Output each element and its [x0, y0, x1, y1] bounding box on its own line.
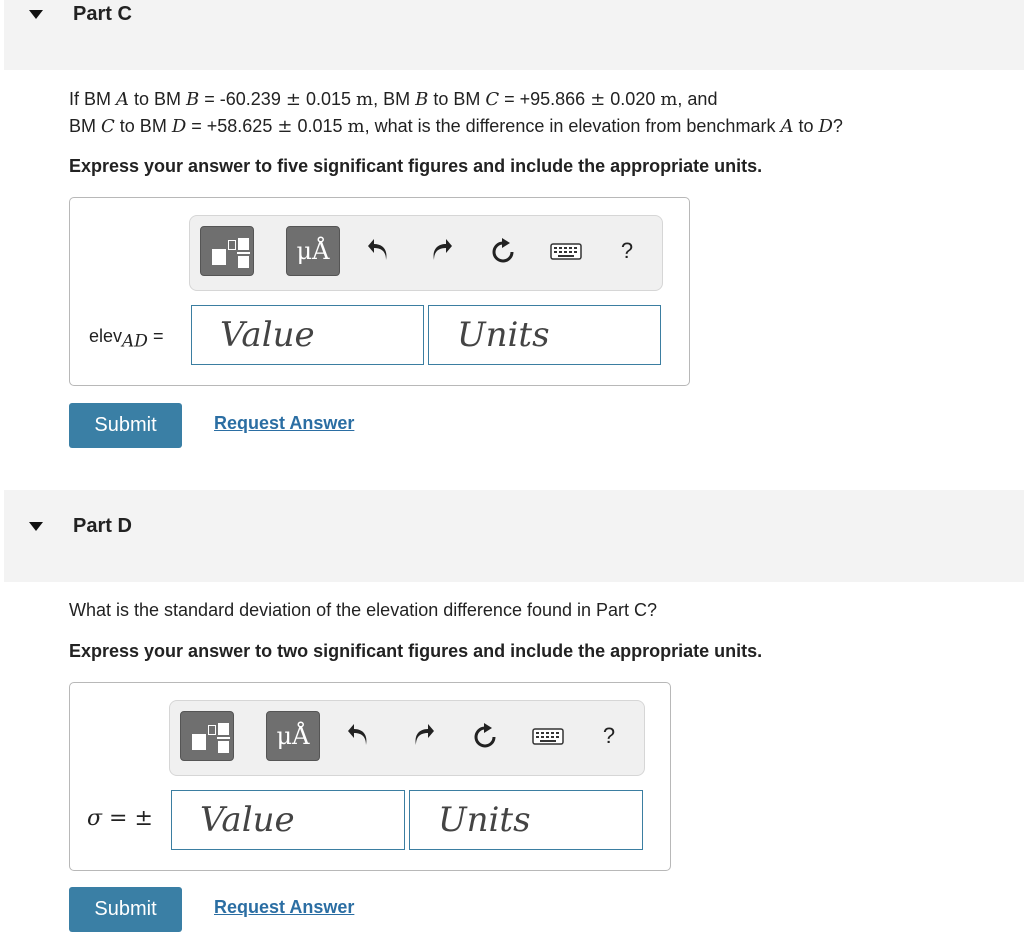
help-icon[interactable]: ? [620, 238, 634, 263]
part-c-instruction: Express your answer to five significant figures and include the appropriate units. [69, 156, 763, 176]
units-input[interactable] [410, 791, 642, 849]
part-c-header[interactable] [4, 0, 1024, 70]
keyboard-icon[interactable] [550, 238, 582, 264]
part-d-answer-box [69, 682, 671, 871]
redo-icon[interactable] [428, 238, 454, 264]
value-field[interactable] [171, 790, 405, 850]
units-input[interactable] [429, 306, 660, 364]
request-answer-link[interactable]: Request Answer [214, 897, 355, 917]
sigma-label: σ = ± [87, 806, 153, 831]
question-line-2: BM C to BM D = +58.625 ± 0.015 m, what is the difference in elevation from benchmark A to D? [69, 116, 843, 137]
templates-button[interactable] [200, 226, 254, 276]
part-d-question: What is the standard deviation of the elevation difference found in Part C? [69, 600, 658, 620]
units-field[interactable] [428, 305, 661, 365]
units-button[interactable]: μÅ [286, 226, 340, 276]
value-field[interactable] [191, 305, 424, 365]
caret-down-icon[interactable] [29, 10, 43, 19]
keyboard-icon[interactable] [532, 723, 564, 749]
units-field[interactable] [409, 790, 643, 850]
part-d-header[interactable] [4, 490, 1024, 582]
units-button[interactable]: μÅ [266, 711, 320, 761]
reset-icon[interactable] [472, 723, 498, 749]
submit-button[interactable]: Submit [69, 403, 182, 448]
part-c-question [69, 86, 843, 140]
undo-icon[interactable] [366, 238, 392, 264]
part-c-answer-box [69, 197, 690, 386]
request-answer-link[interactable]: Request Answer [214, 413, 355, 433]
redo-icon[interactable] [410, 723, 436, 749]
value-input[interactable] [172, 791, 404, 849]
part-c-title: Part C [73, 3, 132, 25]
caret-down-icon[interactable] [29, 522, 43, 531]
part-d-title: Part D [73, 515, 132, 537]
help-icon[interactable]: ? [602, 723, 616, 748]
reset-icon[interactable] [490, 238, 516, 264]
elev-ad-label: elev$_{AD}$ = [89, 326, 164, 352]
submit-button[interactable]: Submit [69, 887, 182, 932]
math-toolbar [169, 700, 645, 776]
question-line-1: If BM A to BM B = -60.239 ± 0.015 m, BM B to BM C = +95.866 ± 0.020 m, and [69, 89, 718, 110]
math-toolbar [189, 215, 663, 291]
undo-icon[interactable] [346, 723, 372, 749]
part-d-instruction: Express your answer to two significant figures and include the appropriate units. [69, 641, 763, 661]
templates-button[interactable] [180, 711, 234, 761]
value-input[interactable] [192, 306, 423, 364]
